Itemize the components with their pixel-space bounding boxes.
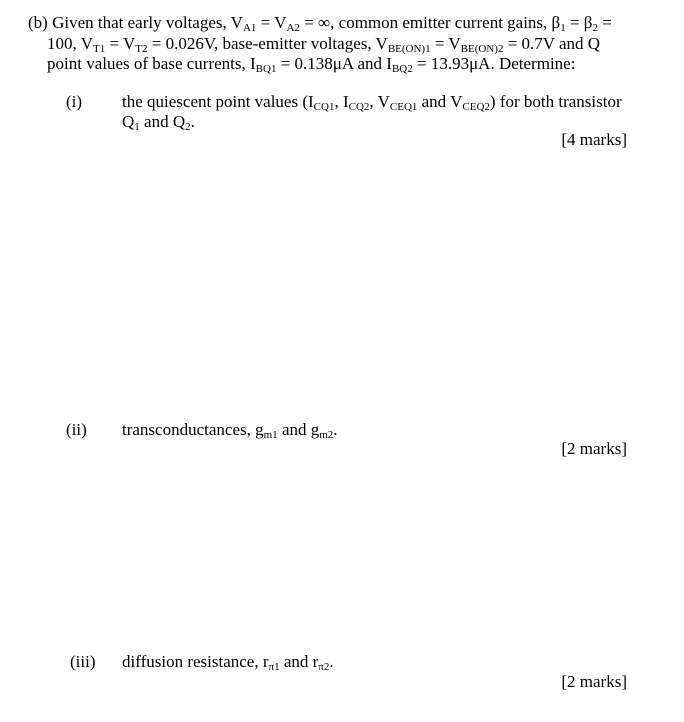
question-line-2: 100, $V_{T1} = V_{T2} = 0.026V$, base-emitter voltages, $V_{BE(ON)1} = V_{BE(ON)2} = 0.7V$ and Q: [47, 34, 601, 55]
item-iii-label: (iii): [70, 652, 96, 671]
item-i-text-line-1: the quiescent point values ($I_{CQ1}$, $I_{CQ2}$, $V_{CEQ1}$ and $V_{CEQ2}$) for both transistor: [122, 92, 622, 113]
question-line-3: point values of base currents, $I_{BQ1} = 0.138\mu A$ and $I_{BQ2} = 13.93\mu A$. Determine:: [47, 54, 576, 75]
part-label: (b): [28, 13, 48, 32]
item-ii-text: transconductances, $g_{m1}$ and $g_{m2}$.: [122, 420, 338, 441]
item-i-label: (i): [66, 92, 83, 111]
item-iii-text: diffusion resistance, $r_{\pi 1}$ and $r_{\pi 2}$.: [122, 652, 334, 673]
question-text: Given that early voltages, $V_{A1} = V_{A2}$ = ∞, common emitter current gains, $\beta_1 = \beta_2$ =: [52, 13, 612, 34]
question-line-1: [28, 12, 612, 33]
item-iii-marks: [2 marks]: [561, 672, 627, 691]
item-ii-label: (ii): [66, 420, 87, 439]
item-ii-marks: [2 marks]: [561, 439, 627, 458]
item-i-text-line-2: $Q_1$ and $Q_2$.: [122, 112, 195, 133]
item-i-marks: [4 marks]: [561, 130, 627, 149]
